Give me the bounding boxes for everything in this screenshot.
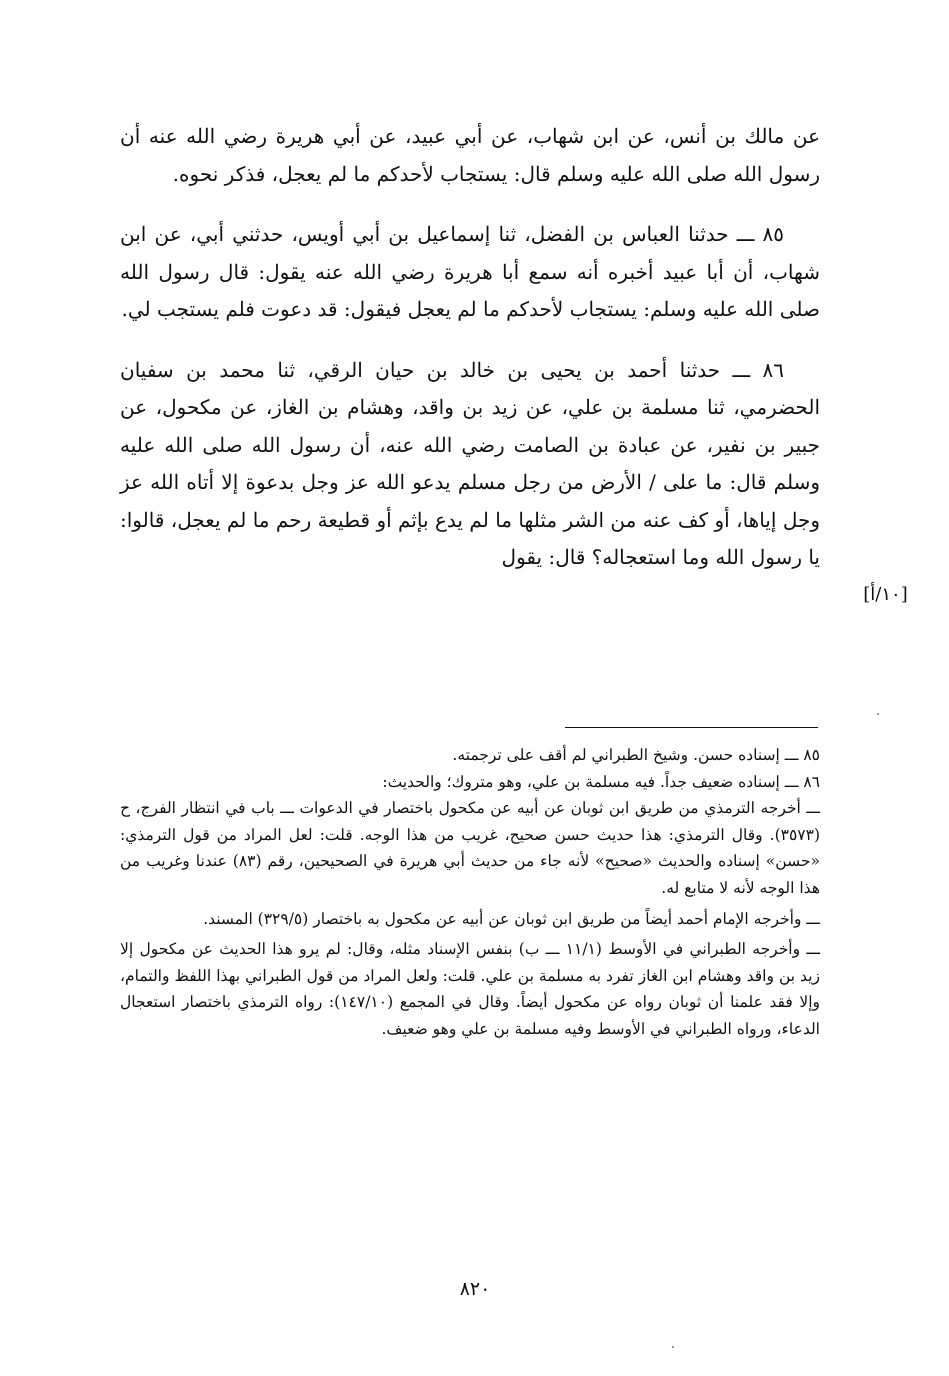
footnote-85: ٨٥ ـــ إسناده حسن. وشيخ الطبراني لم أقف على ترجمته. [452, 746, 820, 764]
page-number: ٨٢٠ [459, 1278, 491, 1300]
footnote-86-ahmad: ـــ وأخرجه الإمام أحمد أيضاً من طريق ابن ثوبان عن أبيه عن مكحول به باختصار (٣٢٩/٥) المسند. [203, 909, 820, 928]
footnote-86-tabarani: ـــ وأخرجه الطبراني في الأوسط (١١/١ ـــ ب) بنفس الإسناد مثله، وقال: لم يرو هذا الحديث عن مكحول إلا زيد بن واقد وهشام ابن الغاز تفرد به مسلمة بن علي. قلت: ولعل المراد من قول الطبراني بهذا اللفظ والتمام، وإلا فقد علمنا أن ثوبان رواه عن مكحول أيضاً. وقال في المجمع (١٤٧/١٠): رواه الترمذي باختصار استعجال الدعاء، ورواه الطبراني في الأوسط وفيه مسلمة بن علي وهو ضعيف. [120, 940, 820, 1038]
paragraph-continuation: عن مالك بن أنس، عن ابن شهاب، عن أبي عبيد، عن أبي هريرة رضي الله عنه أن رسول الله صلى الله عليه وسلم قال: يستجاب لأحدكم ما لم يعجل، فذكر نحوه. [120, 124, 820, 186]
footnote-86: ٨٦ ـــ إسناده ضعيف جداً. فيه مسلمة بن علي، وهو متروك؛ والحديث: [382, 772, 820, 791]
main-text [120, 118, 820, 600]
footnotes [120, 742, 820, 1043]
footnote-86-tirmidhi: ـــ أخرجه الترمذي من طريق ابن ثوبان عن أبيه عن مكحول باختصار في الدعوات ـــ باب في انتظار الفرج، ح (٣٥٧٣). وقال الترمذي: هذا حديث حسن صحيح، غريب من هذا الوجه. قلت: لعل المراد من قول الترمذي: «حسن» إسناده والحديث «صحيح» لأنه جاء من حديث أبي هريرة في الصحيحين، رقم (٨٣) عندنا وغريب من هذا الوجه لأنه لا متابع له. [120, 799, 820, 897]
footnote-separator [565, 727, 818, 728]
scan-speck [672, 1346, 674, 1348]
scan-speck [877, 713, 879, 715]
hadith-85: ٨٥ ـــ حدثنا العباس بن الفضل، ثنا إسماعيل بن أبي أويس، حدثني أبي، عن ابن شهاب، أن أبا عبيد أخبره أنه سمع أبا هريرة رضي الله عنه يقول: قال رسول الله صلى الله عليه وسلم: يستجاب لأحدكم ما لم يعجل فيقول: قد دعوت فلم يستجب لي. [120, 222, 820, 321]
folio-margin-note: [١٠/أ] [863, 584, 908, 605]
hadith-86: ٨٦ ـــ حدثنا أحمد بن يحيى بن خالد بن حيان الرقي، ثنا محمد بن سفيان الحضرمي، ثنا مسلمة بن علي، عن زيد بن واقد، وهشام بن الغاز، عن مكحول، عن جبير بن نفير، عن عبادة بن الصامت رضي الله عنه، أن رسول الله صلى الله عليه وسلم قال: ما على / الأرض من رجل مسلم يدعو الله عز وجل بدعوة إلا أتاه الله عز وجل إياها، أو كف عنه من الشر مثلها ما لم يدع بإثم أو قطيعة رحم ما لم يعجل، قالوا: يا رسول الله وما استعجاله؟ قال: يقول [120, 357, 820, 569]
